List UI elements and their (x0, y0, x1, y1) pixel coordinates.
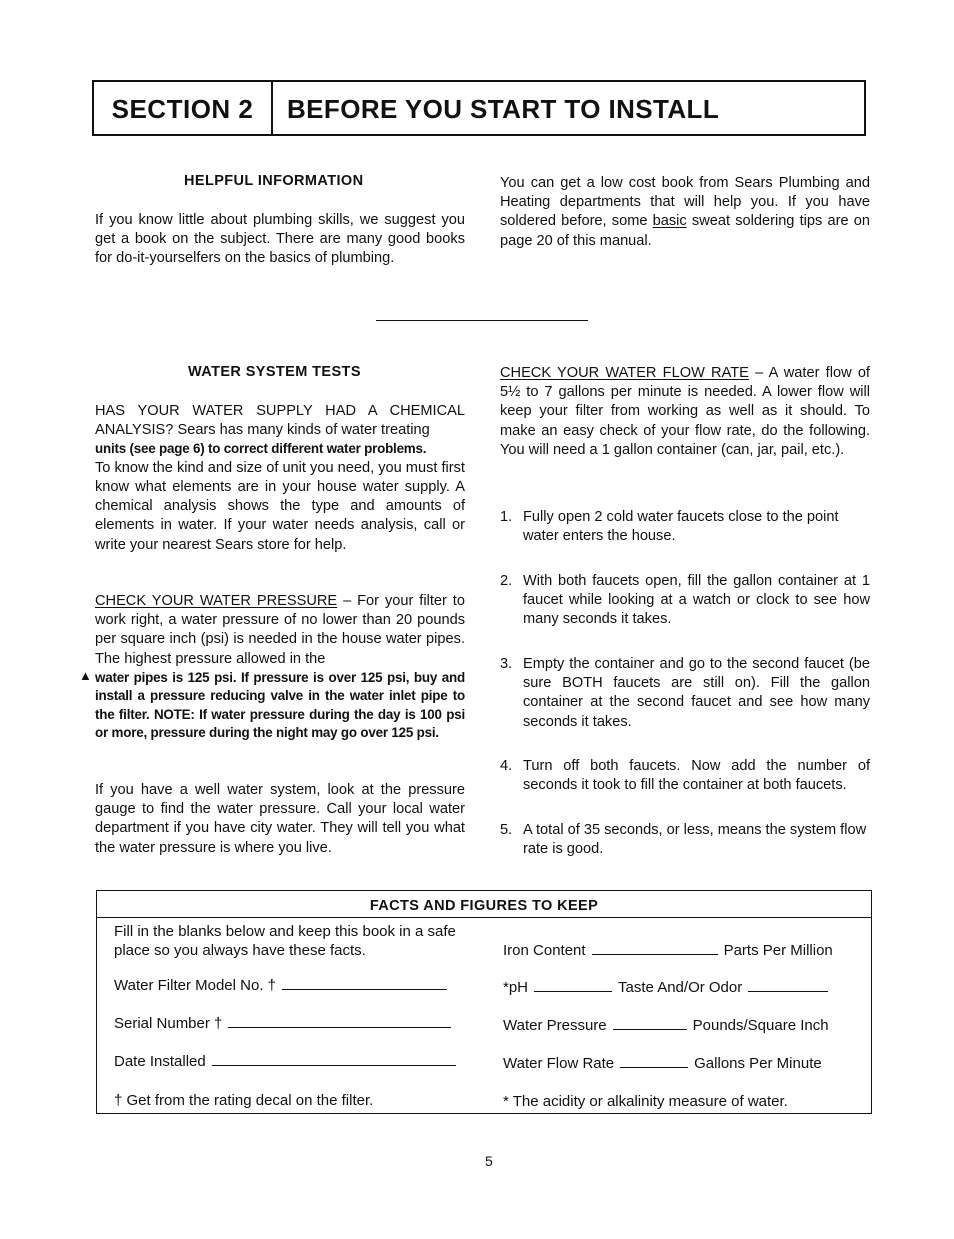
ph-blank[interactable] (534, 991, 612, 992)
flow-unit: Gallons Per Minute (694, 1055, 822, 1072)
chemical-analysis-paragraph (95, 402, 465, 555)
flow-label: Water Flow Rate (503, 1055, 615, 1072)
helpful-paragraph: If you know little about plumbing skills, we suggest you get a book on the subject. There are many good books for do-it-yourselfers on the basics of plumbing. (95, 212, 465, 267)
step-number: 1. (500, 509, 513, 525)
taste-label: Taste And/Or Odor (618, 979, 743, 996)
serial-blank[interactable] (228, 1027, 451, 1028)
pressure-paragraph (95, 592, 465, 742)
page-number: 5 (485, 1153, 493, 1169)
basic-link: basic (652, 213, 687, 230)
facts-box (96, 890, 872, 1114)
step-text: Empty the container and go to the second faucet (be sure BOTH faucets are still on). Fill the gallon container at the second faucet and see how many seconds it takes. (523, 656, 870, 730)
pressure-field (503, 1017, 829, 1034)
pressure-label: Water Pressure (503, 1017, 607, 1034)
helpful-heading: HELPFUL INFORMATION (184, 173, 364, 189)
pressure-text: – For your filter to work right, a water pressure of no lower than 20 pounds per square inch (psi) is needed in the house water pipes. The highest pressure allowed in the (95, 593, 465, 667)
section-header (92, 80, 866, 136)
flow-rate-paragraph (500, 364, 870, 460)
date-label: Date Installed (114, 1053, 206, 1070)
ph-field (503, 979, 834, 996)
ph-label: *pH (503, 979, 529, 996)
flow-step (500, 821, 870, 859)
helpful-right-text-2: sweat soldering tips are on page 20 of this manual. (500, 213, 870, 249)
flow-intro-text: – A water flow of 5½ to 7 gallons per minute is needed. A lower flow will keep your filter from working as well as it should. To make an easy check of your flow rate, do the following. You will need a 1 gallon container (can, jar, pail, etc.). (500, 365, 870, 458)
chemical-text-a: HAS YOUR WATER SUPPLY HAD A CHEMICAL ANALYSIS? Sears has many kinds of water treating (95, 403, 465, 439)
iron-field (503, 942, 833, 959)
pressure-blank[interactable] (613, 1029, 687, 1030)
star-note: * The acidity or alkalinity measure of water. (503, 1093, 788, 1110)
check-pressure-link: CHECK YOUR WATER PRESSURE (95, 593, 338, 609)
model-label: Water Filter Model No. † (114, 977, 276, 994)
flow-blank[interactable] (620, 1067, 688, 1068)
date-blank[interactable] (212, 1065, 456, 1066)
flow-step (500, 572, 870, 655)
warning-triangle-icon: ▲ (79, 668, 92, 683)
step-text: A total of 35 seconds, or less, means the system flow rate is good. (523, 822, 867, 858)
step-number: 4. (500, 758, 513, 774)
model-field (114, 977, 453, 994)
model-blank[interactable] (282, 989, 447, 990)
flow-step (500, 508, 870, 572)
flow-steps-list (500, 508, 870, 859)
flow-step (500, 757, 870, 821)
section-title: BEFORE YOU START TO INSTALL (287, 94, 720, 124)
step-number: 3. (500, 656, 513, 672)
flow-field (503, 1055, 822, 1072)
facts-title-bar (97, 891, 871, 918)
chemical-text-b: To know the kind and size of unit you need, you must first know what elements are in your house water supply. A chemical analysis shows the type and amounts of elements in water. If your water needs analysis, call or write your nearest Sears store for help. (95, 459, 465, 553)
dagger-note: † Get from the rating decal on the filter. (114, 1092, 374, 1109)
facts-intro: Fill in the blanks below and keep this book in a safe place so you always have these facts. (114, 923, 456, 959)
step-number: 5. (500, 822, 513, 838)
iron-unit: Parts Per Million (723, 942, 833, 959)
water-tests-heading: WATER SYSTEM TESTS (188, 364, 361, 380)
flow-step (500, 655, 870, 757)
step-text: Turn off both faucets. Now add the number of seconds it took to fill the container at both faucets. (523, 758, 870, 794)
step-text: Fully open 2 cold water faucets close to the point water enters the house. (523, 509, 839, 545)
date-field (114, 1053, 462, 1070)
serial-label: Serial Number † (114, 1015, 223, 1032)
section-divider (376, 320, 588, 321)
well-water-paragraph: If you have a well water system, look at the pressure gauge to find the water pressure. Call your local water department if you have city water. They will tell you what the water pressure is where you live. (95, 782, 465, 856)
step-number: 2. (500, 573, 513, 589)
serial-field (114, 1015, 457, 1032)
chemical-text-bold: units (see page 6) to correct different water problems. (95, 441, 427, 457)
helpful-right-text-1: You can get a low cost book from Sears Plumbing and Heating departments that will help you. If you have soldered before, some (500, 175, 870, 230)
check-flow-link: CHECK YOUR WATER FLOW RATE (500, 365, 749, 381)
iron-blank[interactable] (592, 954, 718, 955)
taste-blank[interactable] (748, 991, 828, 992)
section-label: SECTION 2 (94, 82, 273, 134)
pressure-bold-text: water pipes is 125 psi. If pressure is over 125 psi, buy and install a pressure reducing valve in the water inlet pipe to the filter. NOTE: If water pressure during the day is 100 psi or more, pressure during the night may go over 125 psi. (95, 669, 465, 741)
iron-label: Iron Content (503, 942, 586, 959)
helpful-right-paragraph (500, 174, 870, 251)
facts-title: FACTS AND FIGURES TO KEEP (369, 898, 599, 914)
step-text: With both faucets open, fill the gallon container at 1 faucet while looking at a watch or clock to see how many seconds it takes. (523, 573, 870, 628)
pressure-unit: Pounds/Square Inch (692, 1017, 829, 1034)
